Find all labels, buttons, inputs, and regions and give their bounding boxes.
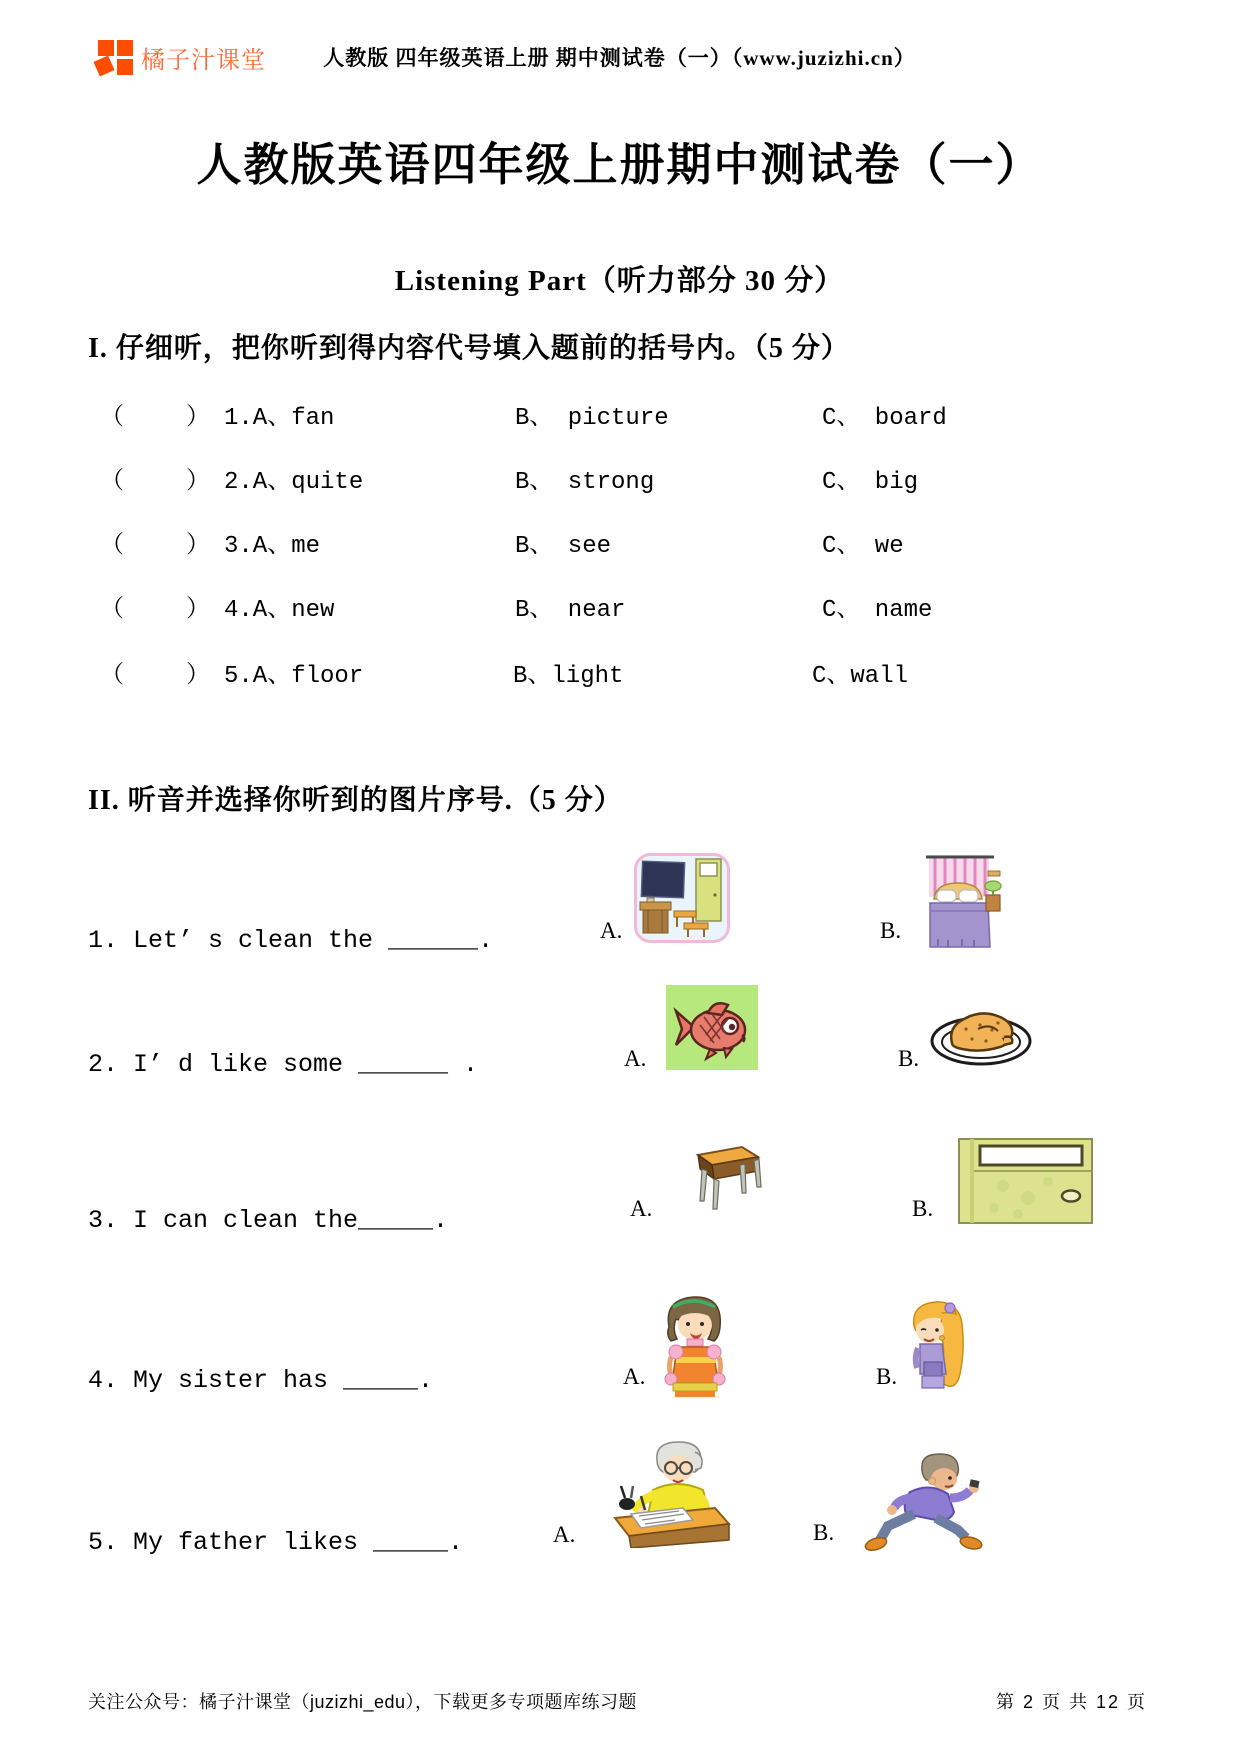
option-c: C、 big [822,469,919,496]
option-a: 5.A、floor [224,663,364,690]
door-image [958,1138,1093,1224]
question-3-option-b-label: B. [912,1196,934,1221]
classroom-image [634,853,730,943]
question-2-text: 2. I’ d like some ______ . [88,1050,479,1079]
page-title: 人教版英语四年级上册期中测试卷（一） [196,140,1043,190]
man-writing-at-desk-image [587,1438,734,1548]
option-a: 3.A、me [224,533,321,560]
girl-long-blonde-hair-image [904,1296,970,1394]
page-header [96,36,1143,80]
answer-bracket-open: （ [100,533,124,560]
section1-heading: I. 仔细听，把你听到得内容代号填入题前的括号内。（5 分） [88,333,850,364]
answer-bracket-close: ） [186,405,210,432]
fish-image [666,985,758,1070]
bed-image [924,853,1002,953]
option-b: B、 strong [515,469,655,496]
roast-chicken-image [928,1003,1034,1067]
brand-name: 橘子汁课堂 [141,46,266,74]
option-row-3 [0,524,1239,564]
question-4-option-b-label: B. [876,1364,898,1389]
section2-heading: II. 听音并选择你听到的图片序号.（5 分） [88,785,623,816]
question-1-option-a-label: A. [600,918,623,943]
footer-page-number: 第 2 页 共 12 页 [995,1692,1147,1712]
option-c: C、wall [812,663,909,690]
listening-part-heading: Listening Part（听力部分 30 分） [394,265,845,297]
answer-bracket-open: （ [100,597,124,624]
option-b: B、light [513,663,624,690]
option-b: B、 near [515,597,626,624]
option-b: B、 picture [515,405,669,432]
option-b: B、 see [515,533,612,560]
footer-note: 关注公众号：橘子汁课堂（juzizhi_edu），下载更多专项题库练习题 [88,1692,638,1712]
option-a: 2.A、quite [224,469,364,496]
question-4-text: 4. My sister has _____. [88,1366,434,1395]
girl-short-brown-hair-image [657,1291,731,1397]
header-title: 人教版 四年级英语上册 期中测试卷（一）（www.juzizhi.cn） [323,46,916,70]
question-1-text: 1. Let’ s clean the ______. [88,926,494,955]
question-3-option-a-label: A. [630,1196,653,1221]
question-5-option-b-label: B. [813,1520,835,1545]
answer-bracket-open: （ [100,663,124,690]
question-4-option-a-label: A. [623,1364,646,1389]
option-row-5 [0,654,1239,694]
question-5-text: 5. My father likes _____. [88,1528,464,1557]
question-2-option-b-label: B. [898,1046,920,1071]
answer-bracket-close: ） [186,597,210,624]
answer-bracket-close: ） [186,469,210,496]
option-row-4 [0,588,1239,628]
option-a: 1.A、fan [224,405,335,432]
answer-bracket-open: （ [100,469,124,496]
option-a: 4.A、new [224,597,335,624]
option-row-2 [0,460,1239,500]
question-2-option-a-label: A. [624,1046,647,1071]
option-c: C、 we [822,533,904,560]
option-c: C、 board [822,405,947,432]
question-3-text: 3. I can clean the_____. [88,1206,449,1235]
desk-image [680,1143,765,1215]
answer-bracket-open: （ [100,405,124,432]
question-5-option-a-label: A. [553,1522,576,1547]
question-1-option-b-label: B. [880,918,902,943]
option-c: C、 name [822,597,933,624]
answer-bracket-close: ） [186,533,210,560]
answer-bracket-close: ） [186,663,210,690]
boy-running-image [858,1452,988,1553]
option-row-1 [0,396,1239,436]
